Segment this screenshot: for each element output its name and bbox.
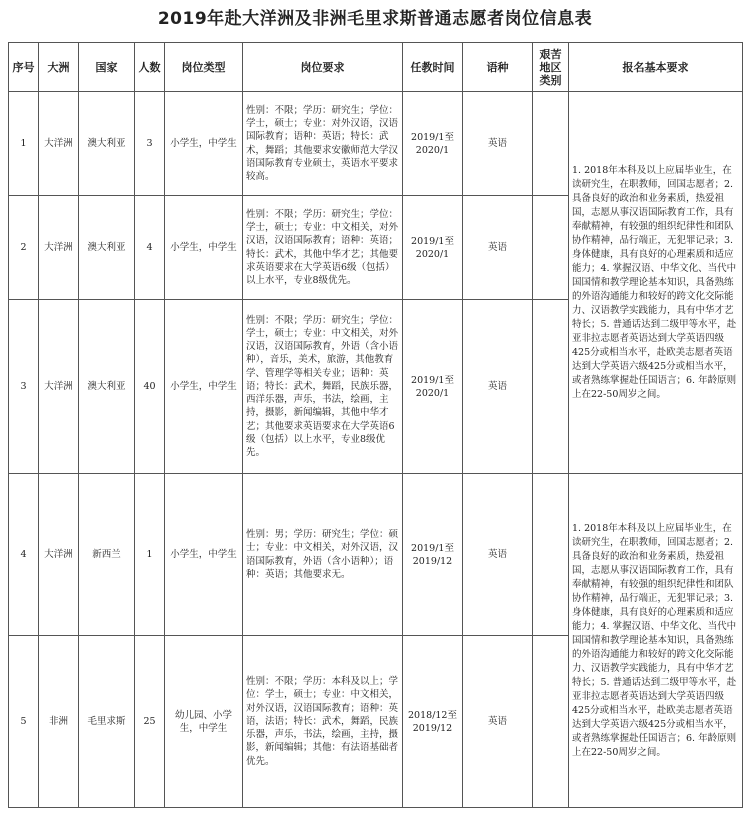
cell-continent: 大洋洲 (39, 196, 79, 300)
header-seq: 序号 (9, 43, 39, 92)
cell-seq: 5 (9, 636, 39, 808)
header-term: 任教时间 (403, 43, 463, 92)
cell-continent: 非洲 (39, 636, 79, 808)
cell-post-req: 性别：不限；学历：研究生；学位：学士，硕士；专业：中文相关，对外汉语，汉语国际教育；语种：英语；特长：武术，其他中华才艺；其他要求英语要求在大学英语6级（包括）以上水平，专业8级优先。 (243, 196, 403, 300)
cell-basic-req: 1. 2018年本科及以上应届毕业生，在读研究生，在职教师，回国志愿者；2. 具备良好的政治和业务素质，热爱祖国，志愿从事汉语国际教育工作，具有奉献精神，有较强的组织纪律性和团队协作精神，品行端正，无犯罪记录；3. 身体健康，具有良好的心理素质和适应能力；4. 掌握汉语、中华文化、当代中国国情和教学理论基本知识，具备熟练的外语沟通能力和较好的跨文化交际能力、汉语教学实践能力，具有中华才艺特长；5. 普通话达到二级甲等水平，赴亚非拉志愿者英语达到大学英语四级425分或相当水平，赴欧美志愿者英语达到大学英语六级425分或相当水平，或者熟练掌握赴任国语言；6. 年龄原则上在22-50周岁之间。 (569, 92, 743, 474)
cell-hardship (533, 636, 569, 808)
cell-post-type: 小学生，中学生 (165, 92, 243, 196)
position-table (8, 42, 743, 808)
cell-country: 毛里求斯 (79, 636, 135, 808)
header-hardship: 艰苦地区类别 (533, 43, 569, 92)
cell-term: 2019/1至2020/1 (403, 196, 463, 300)
cell-post-type: 幼儿园、小学生，中学生 (165, 636, 243, 808)
cell-seq: 1 (9, 92, 39, 196)
cell-post-req: 性别：不限；学历：本科及以上；学位：学士，硕士；专业：中文相关，对外汉语，汉语国际教育；语种：英语，法语；特长：武术，舞蹈，民族乐器，声乐，书法，绘画，主持，摄影，新闻编辑；其他：有法语基础者优先。 (243, 636, 403, 808)
cell-count: 1 (135, 474, 165, 636)
header-post-type: 岗位类型 (165, 43, 243, 92)
header-country: 国家 (79, 43, 135, 92)
table-row (9, 474, 743, 636)
header-language: 语种 (463, 43, 533, 92)
cell-hardship (533, 474, 569, 636)
cell-count: 25 (135, 636, 165, 808)
cell-term: 2018/12至2019/12 (403, 636, 463, 808)
header-basic-req: 报名基本要求 (569, 43, 743, 92)
cell-country: 澳大利亚 (79, 300, 135, 474)
header-post-req: 岗位要求 (243, 43, 403, 92)
table-row (9, 92, 743, 196)
cell-language: 英语 (463, 92, 533, 196)
cell-post-req: 性别：不限；学历：研究生；学位：学士，硕士；专业：对外汉语，汉语国际教育；语种：英语；特长：武术，舞蹈；其他要求安徽师范大学汉语国际教育专业硕士，英语水平要求较高。 (243, 92, 403, 196)
cell-country: 新西兰 (79, 474, 135, 636)
cell-count: 3 (135, 92, 165, 196)
cell-hardship (533, 196, 569, 300)
cell-hardship (533, 92, 569, 196)
cell-seq: 4 (9, 474, 39, 636)
cell-country: 澳大利亚 (79, 196, 135, 300)
cell-continent: 大洋洲 (39, 92, 79, 196)
cell-continent: 大洋洲 (39, 300, 79, 474)
cell-language: 英语 (463, 300, 533, 474)
cell-post-req: 性别：男；学历：研究生；学位：硕士；专业：中文相关，对外汉语，汉语国际教育，外语（含小语种）；语种：英语；其他要求无。 (243, 474, 403, 636)
cell-count: 40 (135, 300, 165, 474)
cell-term: 2019/1至2020/1 (403, 300, 463, 474)
header-row (9, 43, 743, 92)
cell-basic-req: 1. 2018年本科及以上应届毕业生，在读研究生，在职教师，回国志愿者；2. 具备良好的政治和业务素质，热爱祖国，志愿从事汉语国际教育工作，具有奉献精神，有较强的组织纪律性和团队协作精神，品行端正，无犯罪记录；3. 身体健康，具有良好的心理素质和适应能力；4. 掌握汉语、中华文化、当代中国国情和教学理论基本知识，具备熟练的外语沟通能力和较好的跨文化交际能力、汉语教学实践能力，具有中华才艺特长；5. 普通话达到二级甲等水平，赴亚非拉志愿者英语达到大学英语四级425分或相当水平，赴欧美志愿者英语达到大学英语六级425分或相当水平，或者熟练掌握赴任国语言；6. 年龄原则上在22-50周岁之间。 (569, 474, 743, 808)
cell-language: 英语 (463, 474, 533, 636)
header-continent: 大洲 (39, 43, 79, 92)
cell-hardship (533, 300, 569, 474)
cell-term: 2019/1至2019/12 (403, 474, 463, 636)
header-count: 人数 (135, 43, 165, 92)
cell-post-type: 小学生，中学生 (165, 300, 243, 474)
cell-language: 英语 (463, 636, 533, 808)
page-title: 2019年赴大洋洲及非洲毛里求斯普通志愿者岗位信息表 (157, 9, 593, 29)
cell-seq: 2 (9, 196, 39, 300)
cell-post-type: 小学生，中学生 (165, 474, 243, 636)
cell-post-req: 性别：不限；学历：研究生；学位：学士，硕士；专业：中文相关，对外汉语，汉语国际教育，外语（含小语种），音乐，美术，旅游，其他教育学、管理学等相关专业；语种：英语；特长：武术，舞蹈，民族乐器，西洋乐器，声乐，书法，绘画，主持，摄影，新闻编辑，其他中华才艺；其他要求英语要求在大学英语6级（包括）以上水平，专业8级优先。 (243, 300, 403, 474)
cell-term: 2019/1至2020/1 (403, 92, 463, 196)
cell-post-type: 小学生，中学生 (165, 196, 243, 300)
cell-country: 澳大利亚 (79, 92, 135, 196)
cell-language: 英语 (463, 196, 533, 300)
cell-continent: 大洋洲 (39, 474, 79, 636)
cell-seq: 3 (9, 300, 39, 474)
cell-count: 4 (135, 196, 165, 300)
